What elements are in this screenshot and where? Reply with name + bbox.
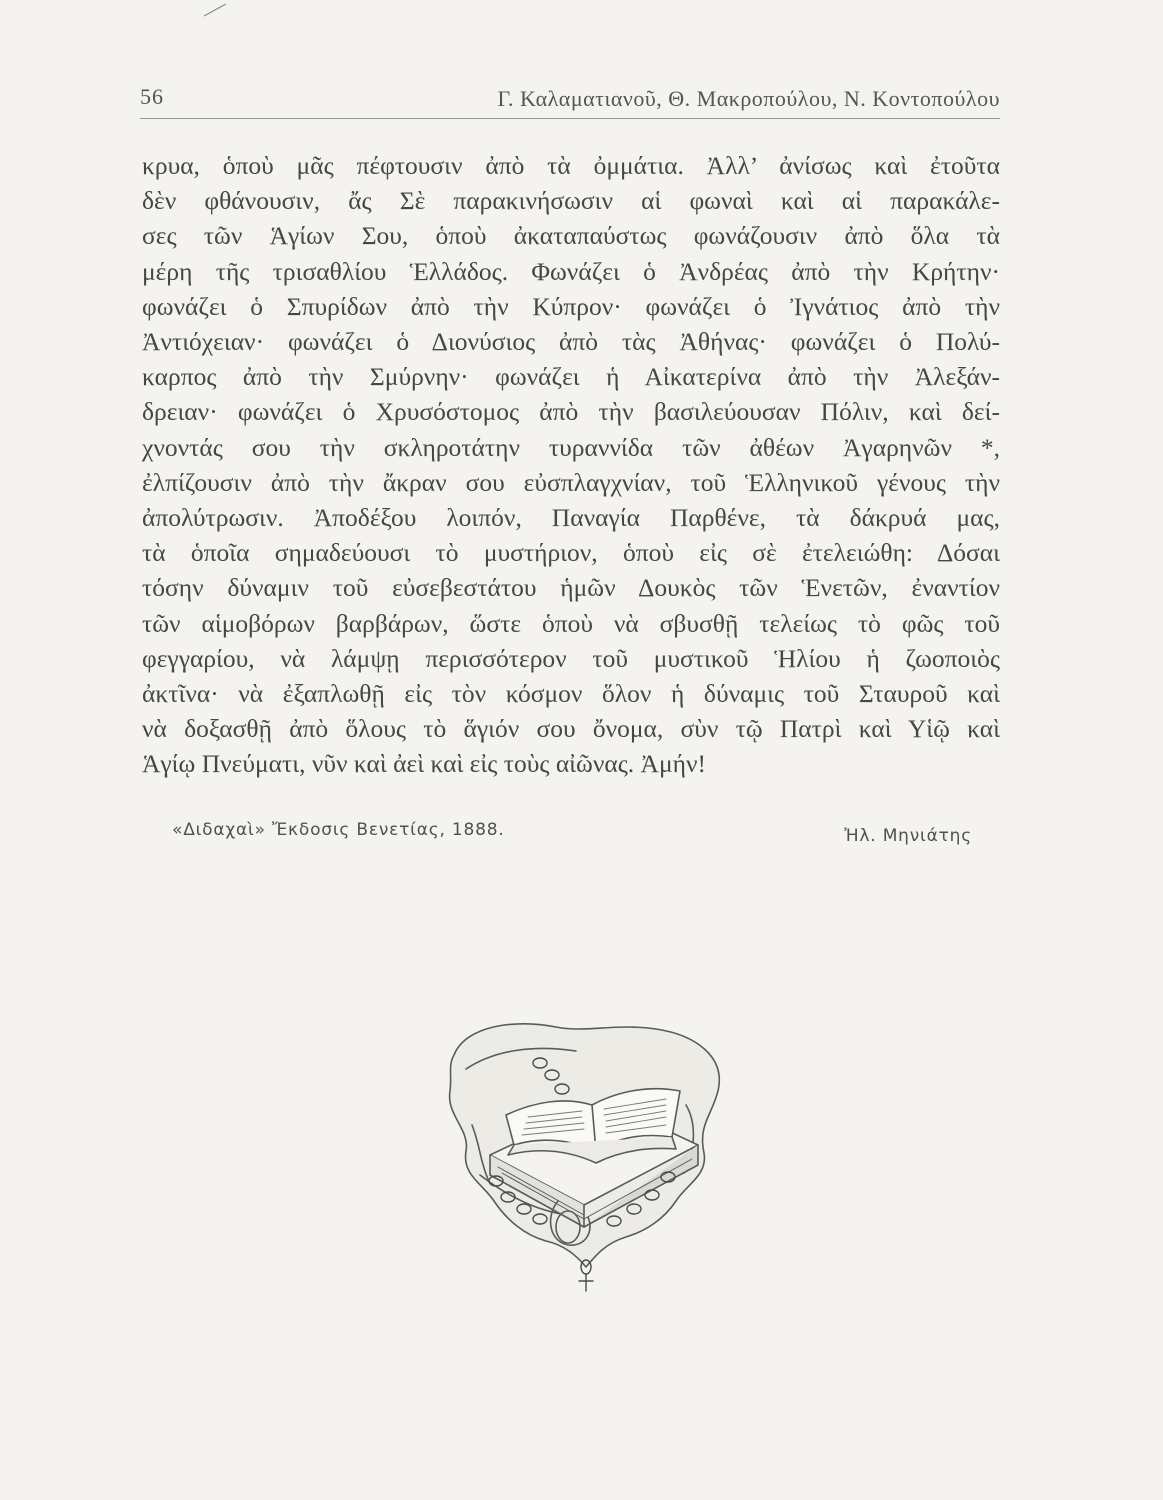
text-line: ἀπολύτρωσιν. Ἀποδέξου λοιπόν, Παναγία Παρθένε, τὰ δάκρυά μας, — [142, 503, 1000, 533]
text-line: καρπος ἀπὸ τὴν Σμύρνην· φωνάζει ἡ Αἰκατερίνα ἀπὸ τὴν Ἀλεξάν- — [142, 362, 1000, 392]
author-attribution: Ἠλ. Μηνιάτης — [844, 826, 972, 846]
text-line: φεγγαρίου, νὰ λάμψῃ περισσότερον τοῦ μυστικοῦ Ἡλίου ἡ ζωοποιὸς — [142, 643, 1000, 673]
text-line: μέρη τῆς τρισαθλίου Ἑλλάδος. Φωνάζει ὁ Ἀνδρέας ἀπὸ τὴν Κρήτην· — [142, 256, 1000, 286]
text-line: σες τῶν Ἁγίων Σου, ὁποὺ ἀκαταπαύστως φωνάζουσιν ἀπὸ ὅλα τὰ — [142, 221, 1000, 251]
running-head: Γ. Καλαματιανοῦ, Θ. Μακροπούλου, Ν. Κοντοπούλου — [497, 86, 1000, 111]
text-line: τῶν αἱμοβόρων βαρβάρων, ὥστε ὁποὺ νὰ σβυσθῇ τελείως τὸ φῶς τοῦ — [142, 608, 1000, 638]
body-text — [142, 148, 1000, 782]
text-line: νὰ δοξασθῇ ἀπὸ ὅλους τὸ ἅγιόν σου ὄνομα, σὺν τῷ Πατρὶ καὶ Υἱῷ καὶ — [142, 714, 1000, 744]
text-line: δὲν φθάνουσιν, ἄς Σὲ παρακινήσωσιν αἱ φωναὶ καὶ αἱ παρακάλε- — [142, 186, 1000, 216]
text-line: φωνάζει ὁ Σπυρίδων ἀπὸ τὴν Κύπρον· φωνάζει ὁ Ἰγνάτιος ἀπὸ τὴν — [142, 291, 1000, 321]
text-line: κρυα, ὁποὺ μᾶς πέφτουσιν ἀπὸ τὰ ὀμμάτια. Ἀλλ’ ἀνίσως καὶ ἐτοῦτα — [142, 151, 1000, 180]
stray-pencil-mark — [200, 2, 230, 18]
text-line: δρειαν· φωνάζει ὁ Χρυσόστομος ἀπὸ τὴν βασιλεύουσαν Πόλιν, καὶ δεί- — [142, 397, 1000, 427]
text-line: χνοντάς σου τὴν σκληροτάτην τυραννίδα τῶν ἀθέων Ἀγαρηνῶν *, — [142, 432, 1000, 462]
text-line: Ἀντιόχειαν· φωνάζει ὁ Διονύσιος ἀπὸ τὰς Ἀθήνας· φωνάζει ὁ Πολύ- — [142, 327, 1000, 357]
open-book-with-rosary-icon — [436, 1005, 736, 1295]
page-header — [140, 78, 1000, 119]
text-line: τόσην δύναμιν τοῦ εὐσεβεστάτου ἡμῶν Δουκὸς τῶν Ἑνετῶν, ἐναντίον — [142, 573, 1000, 603]
page-number: 56 — [140, 84, 164, 109]
text-line: Ἁγίῳ Πνεύματι, νῦν καὶ ἀεὶ καὶ εἰς τοὺς αἰῶνας. Ἀμήν! — [142, 749, 707, 779]
source-citation: «Διδαχαὶ» Ἔκδοσις Βενετίας, 1888. — [172, 820, 505, 840]
citation-row — [172, 820, 972, 850]
text-line: τὰ ὁποῖα σημαδεύουσι τὸ μυστήριον, ὁποὺ εἰς σὲ ἐτελειώθη: Δόσαι — [142, 538, 1000, 568]
text-line: ἀκτῖνα· νὰ ἐξαπλωθῇ εἰς τὸν κόσμον ὅλον ἡ δύναμις τοῦ Σταυροῦ καὶ — [142, 679, 1000, 709]
text-line: ἐλπίζουσιν ἀπὸ τὴν ἄκραν σου εὐσπλαγχνίαν, τοῦ Ἑλληνικοῦ γένους τὴν — [142, 467, 1000, 497]
